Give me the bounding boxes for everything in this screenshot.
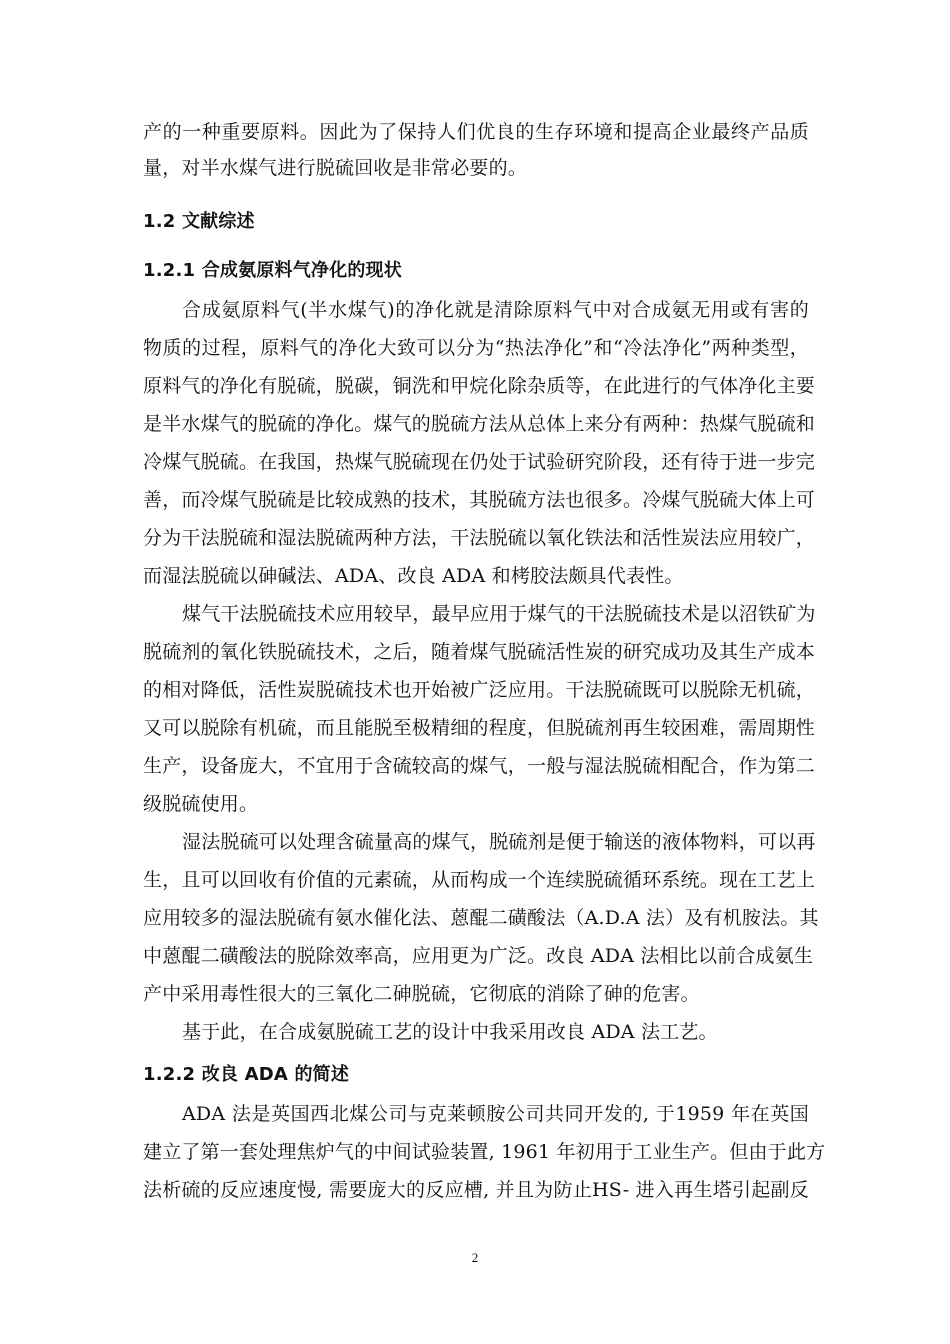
- body-line: 善，而冷煤气脱硫是比较成熟的技术，其脱硫方法也很多。冷煤气脱硫大体上可: [143, 489, 816, 511]
- body-line: 的相对降低，活性炭脱硫技术也开始被广泛应用。干法脱硫既可以脱除无机硫，: [143, 679, 816, 701]
- body-line: 级脱硫使用。: [143, 793, 259, 815]
- section-heading-1-2-1: 1.2.1 合成氨原料气净化的现状: [143, 260, 402, 281]
- body-line: 是半水煤气的脱硫的净化。煤气的脱硫方法从总体上来分有两种：热煤气脱硫和: [143, 413, 816, 435]
- body-line: 基于此，在合成氨脱硫工艺的设计中我采用改良 ADA 法工艺。: [182, 1021, 718, 1043]
- body-line: 建立了第一套处理焦炉气的中间试验装置, 1961 年初用于工业生产。但由于此方: [143, 1141, 826, 1163]
- body-line: ADA 法是英国西北煤公司与克莱顿胺公司共同开发的, 于1959 年在英国: [182, 1103, 809, 1125]
- body-line: 煤气干法脱硫技术应用较早，最早应用于煤气的干法脱硫技术是以沼铁矿为: [182, 603, 816, 625]
- body-line: 而湿法脱硫以砷碱法、ADA、改良 ADA 和栲胶法颇具代表性。: [143, 565, 684, 587]
- body-line: 产的一种重要原料。因此为了保持人们优良的生存环境和提高企业最终产品质: [143, 121, 809, 143]
- body-line: 湿法脱硫可以处理含硫量高的煤气，脱硫剂是便于输送的液体物料，可以再: [182, 831, 816, 853]
- body-line: 又可以脱除有机硫，而且能脱至极精细的程度，但脱硫剂再生较困难，需周期性: [143, 717, 816, 739]
- body-line: 脱硫剂的氧化铁脱硫技术，之后，随着煤气脱硫活性炭的研究成功及其生产成本: [143, 641, 816, 663]
- section-heading-1-2: 1.2 文献综述: [143, 211, 255, 232]
- page-number: 2: [471, 1250, 479, 1265]
- body-line: 生产，设备庞大，不宜用于含硫较高的煤气，一般与湿法脱硫相配合，作为第二: [143, 755, 816, 777]
- body-line: 中蒽醌二磺酸法的脱除效率高，应用更为广泛。改良 ADA 法相比以前合成氨生: [143, 945, 814, 967]
- body-line: 应用较多的湿法脱硫有氨水催化法、蒽醌二磺酸法（A.D.A 法）及有机胺法。其: [143, 907, 819, 929]
- section-heading-1-2-2: 1.2.2 改良 ADA 的简述: [143, 1064, 350, 1085]
- body-line: 法析硫的反应速度慢, 需要庞大的反应槽, 并且为防止HS- 进入再生塔引起副反: [143, 1179, 809, 1201]
- body-line: 冷煤气脱硫。在我国，热煤气脱硫现在仍处于试验研究阶段，还有待于进一步完: [143, 451, 816, 473]
- body-line: 分为干法脱硫和湿法脱硫两种方法，干法脱硫以氧化铁法和活性炭法应用较广，: [143, 527, 816, 549]
- body-line: 产中采用毒性很大的三氧化二砷脱硫，它彻底的消除了砷的危害。: [143, 983, 700, 1005]
- body-line: 合成氨原料气(半水煤气)的净化就是清除原料气中对合成氨无用或有害的: [182, 299, 809, 321]
- body-line: 量，对半水煤气进行脱硫回收是非常必要的。: [143, 157, 528, 179]
- body-line: 物质的过程，原料气的净化大致可以分为“热法净化”和“冷法净化”两种类型，: [143, 337, 809, 359]
- body-line: 原料气的净化有脱硫，脱碳，铜洗和甲烷化除杂质等，在此进行的气体净化主要: [143, 375, 816, 397]
- body-line: 生，且可以回收有价值的元素硫，从而构成一个连续脱硫循环系统。现在工艺上: [143, 869, 816, 891]
